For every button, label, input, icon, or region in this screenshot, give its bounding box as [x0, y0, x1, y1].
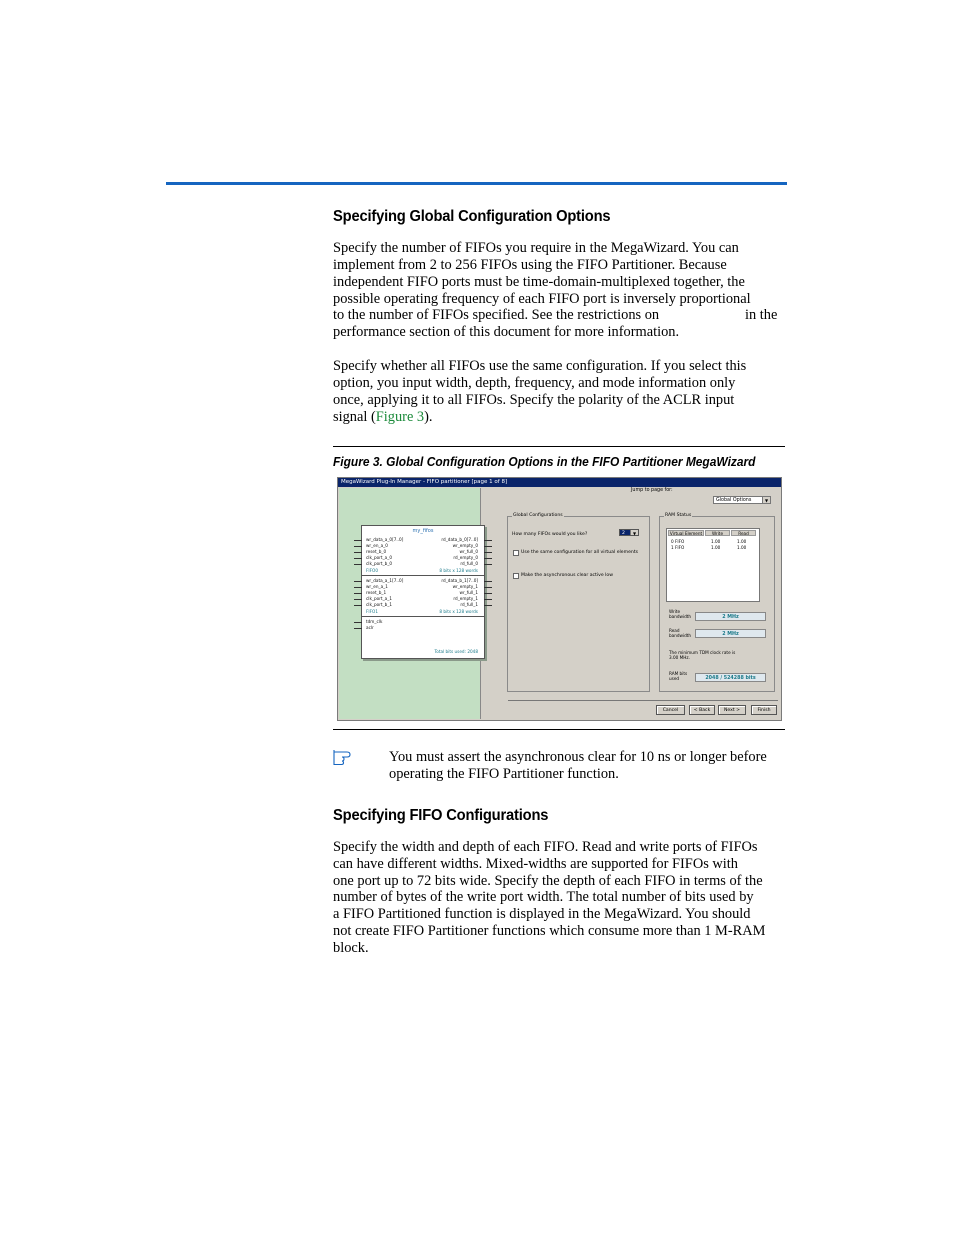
text-line: option, you input width, depth, frequency, and mode information only — [333, 375, 736, 391]
figure-top-rule — [333, 446, 785, 447]
fifo0-size: 8 bits x 128 words — [439, 568, 478, 573]
text-line: number of bytes of the write port width. The total number of bits used by — [333, 889, 754, 905]
fifo-count-select[interactable] — [619, 529, 639, 536]
table-cell: 1.00 — [737, 545, 747, 550]
jump-to-page-select[interactable] — [713, 496, 771, 504]
pin-label: reset_b_0 — [366, 549, 387, 554]
schematic-pane — [339, 488, 481, 719]
write-bandwidth-value: 2 MHz — [695, 612, 766, 621]
pin-label: aclr — [366, 625, 374, 630]
ram-status-group — [659, 513, 775, 692]
text-line: not create FIFO Partitioner functions which consume more than 1 M-RAM — [333, 923, 766, 939]
text-line: Specify whether all FIFOs use the same configuration. If you select this — [333, 358, 747, 374]
read-bandwidth-value: 2 MHz — [695, 629, 766, 638]
pin-label: wr_empty_1 — [452, 584, 478, 589]
fifo-count-value: 2 — [622, 531, 625, 536]
text-line: possible operating frequency of each FIFO port is inversely proportional — [333, 291, 751, 307]
back-button[interactable]: < Back — [689, 705, 715, 715]
finish-button[interactable]: Finish — [751, 705, 777, 715]
pin-label: wr_data_a_0[7..0] — [366, 537, 404, 542]
pin-label: rd_empty_1 — [453, 596, 478, 601]
chevron-down-icon: ▼ — [762, 497, 770, 503]
note-line: You must assert the asynchronous clear for 10 ns or longer before — [389, 749, 767, 765]
fifo-count-label: How many FIFOs would you like? — [512, 532, 588, 537]
fifo0-label: FIFO0 — [366, 568, 379, 573]
total-bits-used: Total bits used: 2048 — [434, 649, 478, 654]
section-heading-fifo-configurations: Specifying FIFO Configurations — [333, 807, 549, 824]
pin-label: wr_empty_0 — [452, 543, 478, 548]
text-fragment: signal ( — [333, 409, 376, 425]
pointing-hand-icon — [333, 746, 357, 766]
pin-label: clk_port_a_1 — [366, 596, 392, 601]
pin-label: reset_b_1 — [366, 590, 387, 595]
pin-label: wr_en_a_1 — [366, 584, 388, 589]
same-config-label: Use the same configuration for all virtual elements — [521, 550, 639, 555]
button-separator — [508, 700, 778, 701]
table-cell: 0 FIFO — [671, 539, 685, 544]
pin-label: tdm_clk — [366, 619, 383, 624]
column-header: Write — [705, 530, 730, 536]
jump-to-page-label: Jump to page for: — [631, 488, 673, 493]
fifo1-label: FIFO1 — [366, 609, 379, 614]
write-bandwidth-label: Write bandwidth — [669, 609, 692, 619]
pin-label: rd_empty_0 — [453, 555, 478, 560]
ram-bits-label: RAM bits used — [669, 671, 688, 681]
fifo-block-symbol — [361, 525, 485, 659]
next-button[interactable]: Next > — [718, 705, 746, 715]
header-rule — [166, 182, 787, 185]
table-cell: 1 FIFO — [671, 545, 685, 550]
jump-to-page-value: Global Options — [716, 498, 752, 503]
global-configurations-group — [507, 513, 650, 692]
text-line: a FIFO Partitioned function is displayed in the MegaWizard. You should — [333, 906, 751, 922]
pin-label: rd_full_0 — [460, 561, 478, 566]
pin-label: wr_full_1 — [459, 590, 478, 595]
text-line: to the number of FIFOs specified. See the restrictions on — [333, 307, 660, 323]
read-bandwidth-label: Read bandwidth — [669, 628, 692, 638]
text-line: one port up to 72 bits wide. Specify the depth of each FIFO in terms of the — [333, 873, 763, 889]
text-line: block. — [333, 940, 369, 956]
pin-label: clk_port_a_0 — [366, 555, 392, 560]
pin-label: rd_full_1 — [460, 602, 478, 607]
same-config-checkbox[interactable] — [513, 550, 519, 556]
text-line: in the — [745, 307, 778, 323]
table-cell: 1.00 — [737, 539, 747, 544]
table-cell: 1.00 — [711, 539, 721, 544]
pin-label: wr_data_a_1[7..0] — [366, 578, 404, 583]
pin-label: clk_port_b_0 — [366, 561, 393, 566]
text-line: once, applying it to all FIFOs. Specify the polarity of the ACLR input — [333, 392, 735, 408]
text-line: implement from 2 to 256 FIFOs using the FIFO Partitioner. Because — [333, 257, 727, 273]
ram-bits-value: 2048 / 524288 bits — [695, 673, 766, 682]
group-label: Global Configurations — [513, 513, 563, 518]
megawizard-dialog — [337, 477, 782, 721]
table-cell: 1.00 — [711, 545, 721, 550]
column-header: Read — [731, 530, 756, 536]
text-line — [333, 409, 785, 426]
text-line: performance section of this document for more information. — [333, 324, 680, 340]
block-name: my_fifos — [412, 528, 434, 534]
ram-status-table — [666, 528, 760, 602]
cancel-button[interactable]: Cancel — [656, 705, 685, 715]
text-line: can have different widths. Mixed-widths are supported for FIFOs with — [333, 856, 738, 872]
note-line: operating the FIFO Partitioner function. — [389, 766, 619, 782]
figure-3-link[interactable]: Figure 3 — [375, 409, 425, 425]
pin-label: wr_en_a_0 — [366, 543, 388, 548]
pin-label: rd_data_b_1[7..0] — [441, 578, 478, 583]
aclr-active-low-label: Make the asynchronous clear active low — [521, 573, 613, 578]
text-line: Specify the width and depth of each FIFO. Read and write ports of FIFOs — [333, 839, 758, 855]
text-fragment: ). — [424, 409, 433, 425]
dialog-title-bar: MegaWizard Plug-In Manager - FIFO partitioner [page 1 of 8] — [338, 478, 781, 487]
chevron-down-icon: ▼ — [630, 530, 638, 535]
column-header: Virtual Element — [669, 531, 703, 536]
fifo1-size: 8 bits x 128 words — [439, 609, 478, 614]
section-heading-global-options: Specifying Global Configuration Options — [333, 208, 611, 225]
pin-label: wr_full_0 — [459, 549, 478, 554]
pin-label: rd_data_b_0[7..0] — [441, 537, 478, 542]
text-line: Specify the number of FIFOs you require in the MegaWizard. You can — [333, 240, 739, 256]
group-label: RAM Status — [665, 513, 692, 518]
block-divider — [362, 575, 484, 576]
figure-caption: Figure 3. Global Configuration Options in the FIFO Partitioner MegaWizard — [333, 454, 756, 469]
figure-bottom-rule — [333, 729, 785, 730]
block-divider — [362, 616, 484, 617]
text-line: independent FIFO ports must be time-domain-multiplexed together, the — [333, 274, 745, 290]
aclr-active-low-checkbox[interactable] — [513, 573, 519, 579]
pin-label: clk_port_b_1 — [366, 602, 393, 607]
min-tdm-clock-text: The minimum TDM clock rate is 3.00 MHz. — [669, 650, 736, 660]
